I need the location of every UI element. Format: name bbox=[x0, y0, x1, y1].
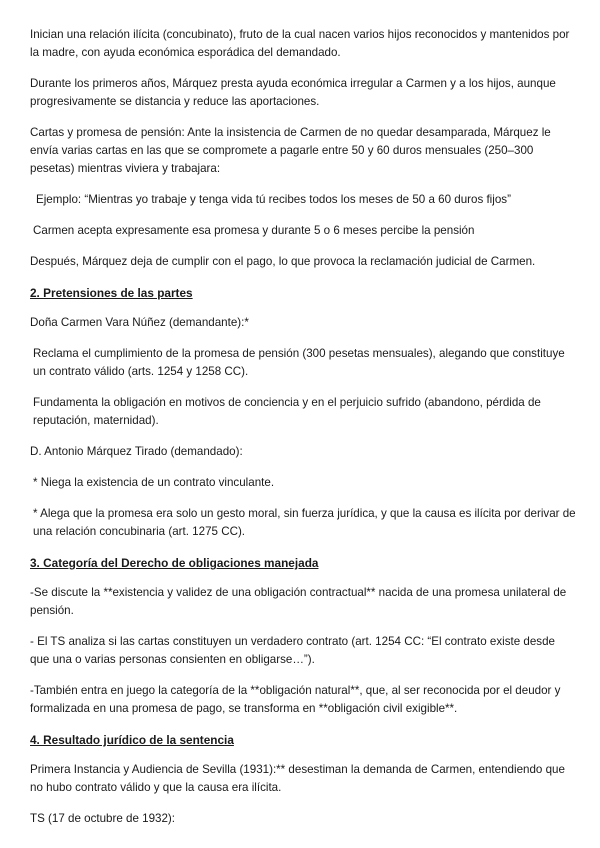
paragraph-ejemplo: Ejemplo: “Mientras yo trabaje y tenga vida tú recibes todos los meses de 50 a 60 duros fijos” bbox=[36, 193, 511, 206]
paragraph-discute: -Se discute la **existencia y validez de una obligación contractual** nacida de una promesa unilateral de pensión. bbox=[30, 586, 567, 617]
paragraph-relacion: Inician una relación ilícita (concubinato), fruto de la cual nacen varios hijos reconocidos y mantenidos por la madre, con ayuda económica esporádica del demandado. bbox=[30, 28, 570, 59]
paragraph-cartas: Cartas y promesa de pensión: Ante la insistencia de Carmen de no quedar desamparada, Márquez le envía varias cartas en las que se compromete a pagarle entre 50 y 60 duros mensuales (250–300 pesetas) mientras viviera y trabajara: bbox=[30, 126, 551, 175]
section-heading-resultado: 4. Resultado jurídico de la sentencia bbox=[30, 733, 234, 747]
paragraph-demandante: Doña Carmen Vara Núñez (demandante):* bbox=[30, 316, 249, 329]
paragraph-niega: * Niega la existencia de un contrato vinculante. bbox=[33, 476, 275, 489]
section-heading-categoria: 3. Categoría del Derecho de obligaciones manejada bbox=[30, 556, 319, 570]
document-page bbox=[30, 26, 576, 841]
paragraph-acepta: Carmen acepta expresamente esa promesa y durante 5 o 6 meses percibe la pensión bbox=[33, 224, 475, 237]
paragraph-analiza: - El TS analiza si las cartas constituyen un verdadero contrato (art. 1254 CC: “El contrato existe desde que una o varias personas consienten en obligarse…”). bbox=[30, 635, 555, 666]
paragraph-demandado: D. Antonio Márquez Tirado (demandado): bbox=[30, 445, 243, 458]
section-heading-pretensiones: 2. Pretensiones de las partes bbox=[30, 286, 193, 300]
paragraph-reclama: Reclama el cumplimiento de la promesa de pensión (300 pesetas mensuales), alegando que constituye un contrato válido (arts. 1254 y 1258 CC). bbox=[33, 347, 565, 378]
paragraph-instancia: Primera Instancia y Audiencia de Sevilla (1931):** desestiman la demanda de Carmen, entendiendo que no hubo contrato válido y que la causa era ilícita. bbox=[30, 763, 565, 794]
paragraph-ayuda: Durante los primeros años, Márquez presta ayuda económica irregular a Carmen y a los hijos, aunque progresivamente se distancia y reduce las aportaciones. bbox=[30, 77, 556, 108]
paragraph-natural: -También entra en juego la categoría de la **obligación natural**, que, al ser reconocida por el deudor y formalizada en una promesa de pago, se transforma en **obligación civil exigible**. bbox=[30, 684, 561, 715]
paragraph-despues: Después, Márquez deja de cumplir con el pago, lo que provoca la reclamación judicial de Carmen. bbox=[30, 255, 536, 268]
paragraph-alega: * Alega que la promesa era solo un gesto moral, sin fuerza jurídica, y que la causa es ilícita por derivar de una relación concubinaria (art. 1275 CC). bbox=[33, 507, 576, 538]
paragraph-fundamenta: Fundamenta la obligación en motivos de conciencia y en el perjuicio sufrido (abandono, pérdida de reputación, maternidad). bbox=[33, 396, 541, 427]
paragraph-ts: TS (17 de octubre de 1932): bbox=[30, 812, 176, 825]
